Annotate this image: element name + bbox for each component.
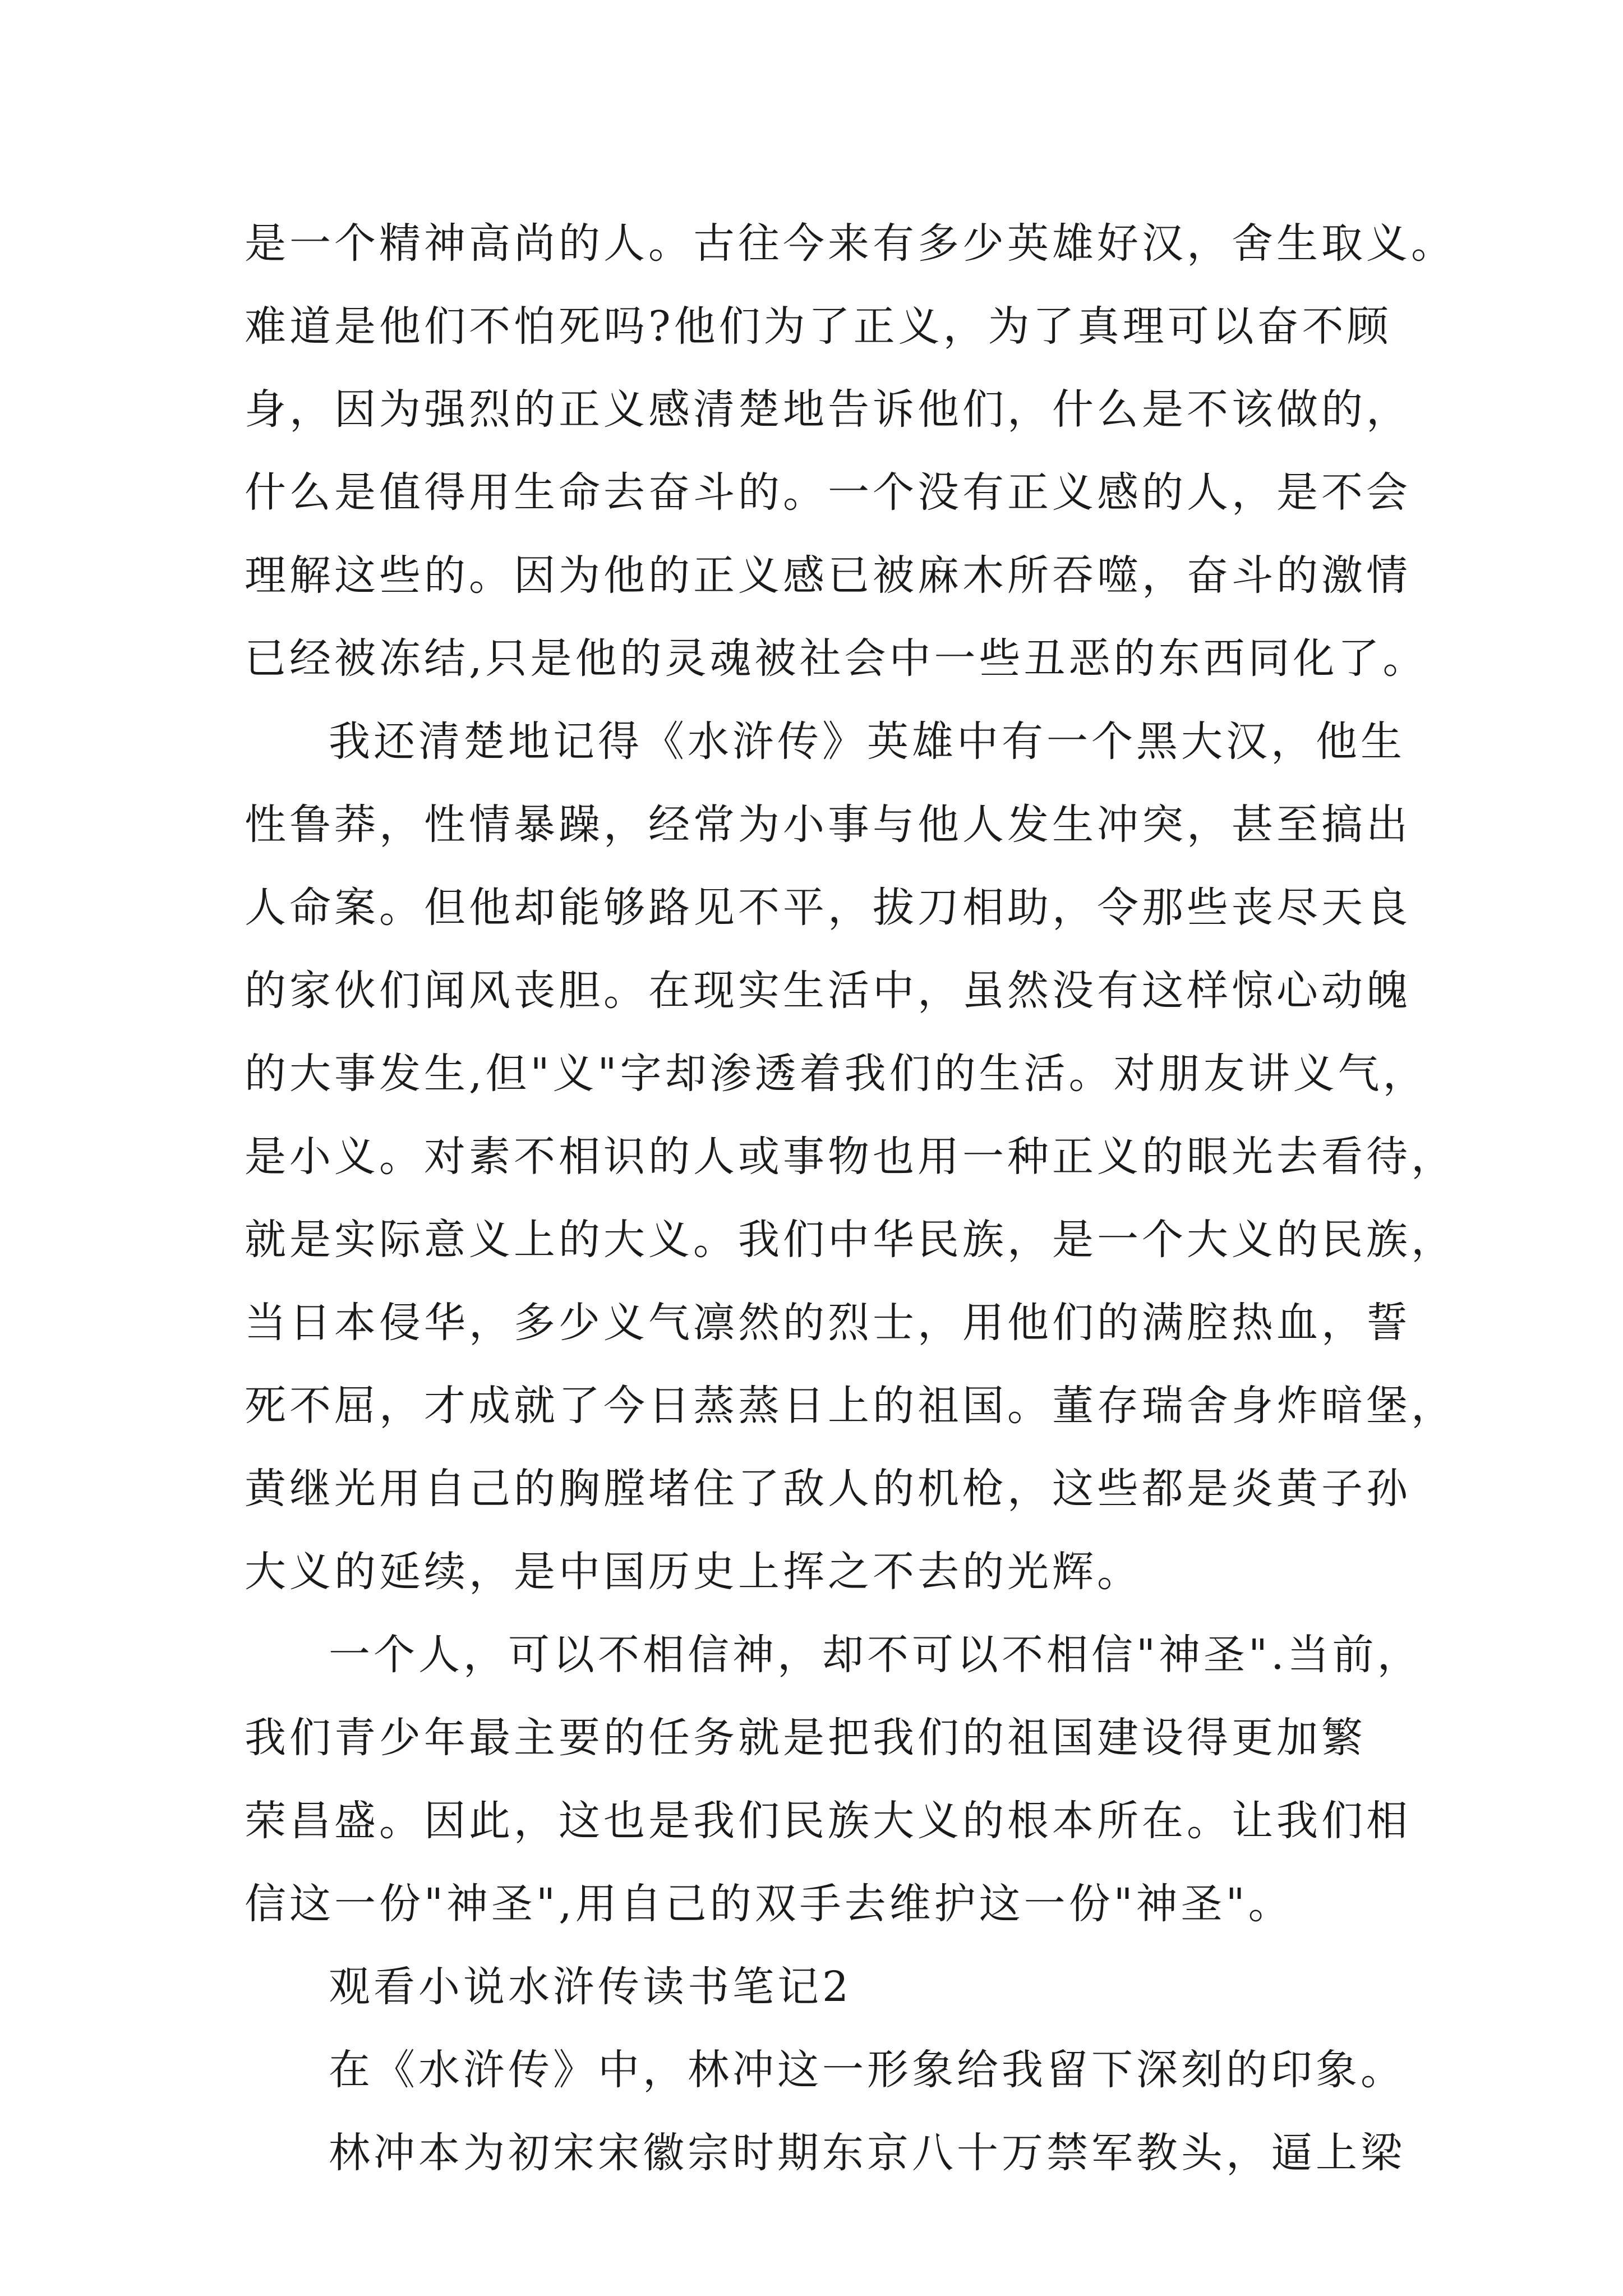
paragraph-start-line: 林冲本为初宋宋徽宗时期东京八十万禁军教头，逼上梁 [329,2129,1405,2177]
paragraph-start-line: 我还清楚地记得《水浒传》英雄中有一个黑大汉，他生 [329,717,1405,766]
text-line: 难道是他们不怕死吗?他们为了正义，为了真理可以奋不顾 [245,302,1392,351]
text-line: 黄继光用自己的胸膛堵住了敌人的机枪，这些都是炎黄子孙 [245,1465,1411,1513]
text-line: 就是实际意义上的大义。我们中华民族，是一个大义的民族， [245,1216,1456,1264]
section-heading: 观看小说水浒传读书笔记2 [329,1963,852,2011]
text-line: 什么是值得用生命去奋斗的。一个没有正义感的人，是不会 [245,468,1411,517]
text-line: 的大事发生,但"义"字却渗透着我们的生活。对朋友讲义气， [245,1050,1428,1098]
text-line: 人命案。但他却能够路见不平，拔刀相助，令那些丧尽天良 [245,884,1411,932]
text-line: 身，因为强烈的正义感清楚地告诉他们，什么是不该做的， [245,385,1411,434]
text-line: 是小义。对素不相识的人或事物也用一种正义的眼光去看待， [245,1133,1456,1181]
text-line: 死不屈，才成就了今日蒸蒸日上的祖国。董存瑞舍身炸暗堡， [245,1382,1456,1430]
text-line: 已经被冻结,只是他的灵魂被社会中一些丑恶的东西同化了。 [245,634,1428,683]
text-line: 理解这些的。因为他的正义感已被麻木所吞噬，奋斗的激情 [245,551,1411,600]
text-line: 大义的延续，是中国历史上挥之不去的光辉。 [245,1548,1142,1596]
text-line: 我们青少年最主要的任务就是把我们的祖国建设得更加繁 [245,1714,1366,1762]
paragraph-start-line: 一个人，可以不相信神，却不可以不相信"神圣".当前， [329,1631,1422,1679]
text-line: 信这一份"神圣",用自己的双手去维护这一份"神圣"。 [245,1880,1293,1928]
text-line: 性鲁莽，性情暴躁，经常为小事与他人发生冲突，甚至搞出 [245,800,1411,849]
text-line: 是一个精神高尚的人。古往今来有多少英雄好汉，舍生取义。 [245,219,1456,268]
paragraph-start-line: 在《水浒传》中，林冲这一形象给我留下深刻的印象。 [329,2046,1405,2094]
body-text [245,202,1456,2194]
text-line: 的家伙们闻风丧胆。在现实生活中，虽然没有这样惊心动魄 [245,967,1411,1015]
text-line: 当日本侵华，多少义气凛然的烈士，用他们的满腔热血，誓 [245,1299,1411,1347]
text-line: 荣昌盛。因此，这也是我们民族大义的根本所在。让我们相 [245,1797,1411,1845]
